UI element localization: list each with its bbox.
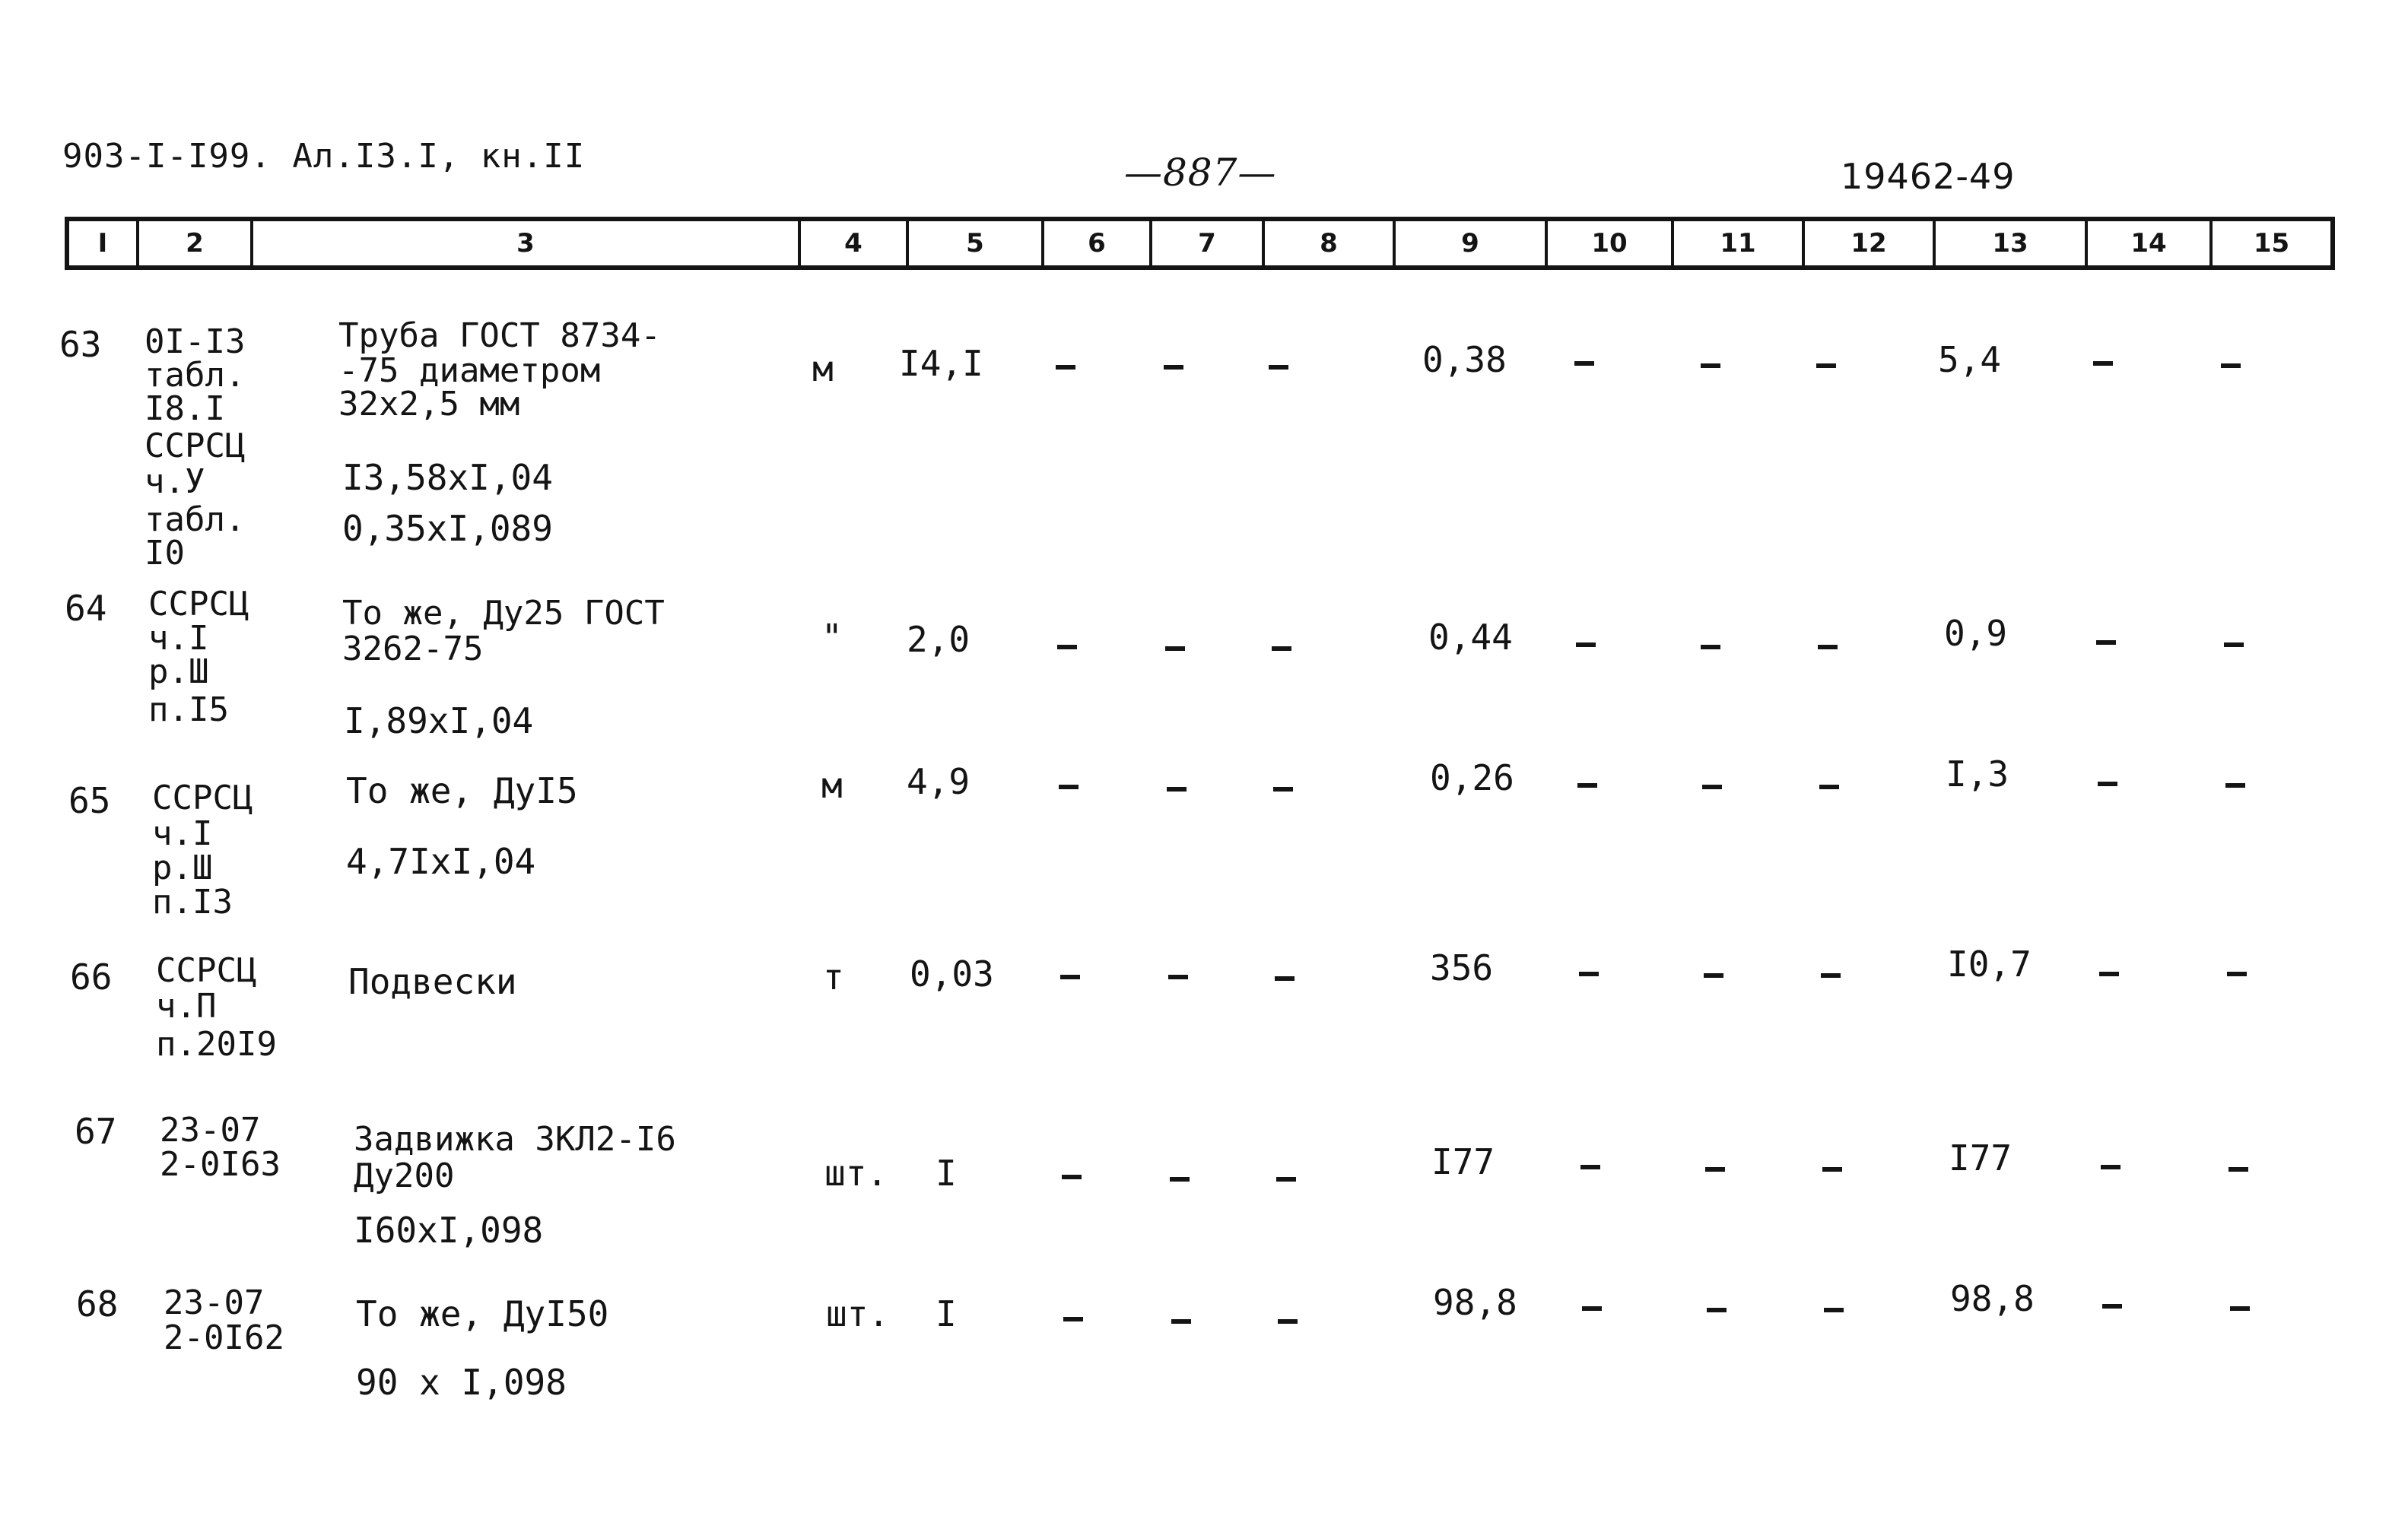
basis-line: п.20I9 xyxy=(156,1025,277,1064)
basis-line: р.Ш xyxy=(152,849,213,887)
empty-cell-dash xyxy=(2099,972,2119,976)
empty-cell-dash xyxy=(2221,363,2241,368)
basis-line: 0I-I3 xyxy=(145,322,246,361)
col-num-9: 9 xyxy=(1396,221,1548,265)
basis-line: ч.У xyxy=(145,462,205,501)
unit: т xyxy=(823,957,844,998)
total-cost: 5,4 xyxy=(1938,339,2002,380)
calc-line: I60хI,098 xyxy=(354,1210,544,1251)
basis-line: ССРСЦ xyxy=(156,951,257,990)
unit: м xyxy=(821,765,843,806)
empty-cell-dash xyxy=(1165,646,1185,651)
item-name-line: То же, ДуI50 xyxy=(356,1293,609,1334)
col-num-11: 11 xyxy=(1674,221,1805,265)
empty-cell-dash xyxy=(1167,787,1187,792)
item-name-line: 3262-75 xyxy=(342,630,484,668)
empty-cell-dash xyxy=(1816,363,1836,368)
empty-cell-dash xyxy=(1168,975,1188,979)
col-num-1: I xyxy=(69,221,139,265)
empty-cell-dash xyxy=(1705,1167,1725,1172)
item-name-line: То же, ДуI5 xyxy=(346,770,578,811)
empty-cell-dash xyxy=(1059,785,1079,789)
unit-price: 0,26 xyxy=(1430,757,1514,798)
quantity: 0,03 xyxy=(910,953,994,995)
empty-cell-dash xyxy=(1272,646,1291,651)
total-cost: 98,8 xyxy=(1950,1278,2035,1319)
empty-cell-dash xyxy=(1582,1306,1602,1311)
empty-cell-dash xyxy=(1063,1317,1083,1321)
unit: м xyxy=(812,348,834,389)
quantity: I4,I xyxy=(899,343,983,384)
basis-line: I0 xyxy=(145,534,185,573)
empty-cell-dash xyxy=(1702,785,1722,789)
col-num-15: 15 xyxy=(2253,228,2290,259)
unit-price: I77 xyxy=(1431,1141,1495,1182)
total-cost: I,3 xyxy=(1946,753,2009,795)
calc-line: I3,58хI,04 xyxy=(342,457,553,498)
item-name-line: Труба ГОСТ 8734- xyxy=(338,316,661,355)
empty-cell-dash xyxy=(1701,363,1720,368)
basis-line: 2-0I63 xyxy=(160,1145,281,1184)
item-name-line: То же, Ду25 ГОСТ xyxy=(342,594,665,633)
unit: " xyxy=(821,617,843,658)
unit: шт. xyxy=(824,1153,888,1194)
empty-cell-dash xyxy=(1273,787,1293,792)
empty-cell-dash xyxy=(2102,1304,2122,1309)
empty-cell-dash xyxy=(1269,365,1288,370)
empty-cell-dash xyxy=(2093,361,2113,366)
quantity: I xyxy=(936,1153,957,1194)
column-number-header xyxy=(65,217,2335,270)
col-num-12: 12 xyxy=(1805,221,1936,265)
item-name-line: Подвески xyxy=(348,961,517,1002)
row-number: 67 xyxy=(75,1111,117,1152)
empty-cell-dash xyxy=(1701,645,1720,649)
empty-cell-dash xyxy=(1164,365,1183,370)
page-number: —887— xyxy=(1124,151,1277,195)
item-name-line: -75 диаметром xyxy=(338,351,601,390)
quantity: I xyxy=(936,1293,957,1334)
empty-cell-dash xyxy=(2101,1165,2121,1169)
row-number: 65 xyxy=(68,780,111,821)
total-cost: I0,7 xyxy=(1947,944,2032,985)
col-num-10: 10 xyxy=(1548,221,1674,265)
total-cost: 0,9 xyxy=(1944,613,2008,654)
col-num-3: 3 xyxy=(253,221,801,265)
basis-line: р.Ш xyxy=(148,652,209,691)
empty-cell-dash xyxy=(1060,975,1080,979)
basis-line: ССРСЦ xyxy=(145,427,246,465)
empty-cell-dash xyxy=(1818,645,1838,649)
col-num-5: 5 xyxy=(909,221,1044,265)
basis-line: 23-07 xyxy=(164,1283,265,1322)
empty-cell-dash xyxy=(1819,785,1839,789)
empty-cell-dash xyxy=(2227,972,2247,976)
row-number: 63 xyxy=(59,324,102,365)
empty-cell-dash xyxy=(1574,361,1594,366)
empty-cell-dash xyxy=(2224,642,2244,647)
unit: шт. xyxy=(826,1293,890,1334)
col-num-2: 2 xyxy=(139,221,253,265)
empty-cell-dash xyxy=(1056,365,1075,370)
col-num-7: 7 xyxy=(1152,221,1265,265)
basis-line: ч.I xyxy=(148,619,209,658)
empty-cell-dash xyxy=(1577,783,1597,788)
item-name-line: 32х2,5 мм xyxy=(338,385,520,424)
total-cost: I77 xyxy=(1949,1137,2012,1179)
col-num-6: 6 xyxy=(1044,221,1152,265)
empty-cell-dash xyxy=(2225,783,2245,788)
empty-cell-dash xyxy=(2229,1167,2248,1172)
quantity: 2,0 xyxy=(907,619,971,660)
calc-line: 0,35хI,089 xyxy=(342,508,553,549)
empty-cell-dash xyxy=(2096,640,2116,645)
empty-cell-dash xyxy=(1824,1308,1844,1312)
empty-cell-dash xyxy=(2098,782,2117,786)
basis-line: ССРСЦ xyxy=(148,585,249,623)
empty-cell-dash xyxy=(1062,1175,1082,1179)
empty-cell-dash xyxy=(1822,1167,1842,1172)
unit-price: 98,8 xyxy=(1433,1282,1517,1323)
item-name-line: Ду200 xyxy=(354,1156,455,1195)
empty-cell-dash xyxy=(1707,1308,1727,1312)
empty-cell-dash xyxy=(1704,973,1723,978)
calc-line: 90 х I,098 xyxy=(356,1362,567,1403)
empty-cell-dash xyxy=(1057,645,1077,649)
quantity: 4,9 xyxy=(907,761,971,802)
calc-line: I,89хI,04 xyxy=(344,700,534,741)
unit-price: 0,44 xyxy=(1428,617,1513,658)
empty-cell-dash xyxy=(1170,1177,1190,1182)
col-num-4: 4 xyxy=(801,221,909,265)
col-num-8: 8 xyxy=(1265,221,1396,265)
empty-cell-dash xyxy=(1576,642,1596,647)
basis-line: ч.П xyxy=(156,987,217,1026)
basis-line: табл. xyxy=(145,356,246,395)
sheet-id: 19462-49 xyxy=(1841,156,2016,197)
empty-cell-dash xyxy=(1821,973,1841,978)
col-num-13: 13 xyxy=(1936,221,2088,265)
item-name-line: Задвижка ЗКЛ2-I6 xyxy=(354,1120,676,1159)
basis-line: табл. xyxy=(145,500,246,539)
empty-cell-dash xyxy=(1278,1319,1298,1324)
basis-line: п.I3 xyxy=(152,883,233,922)
row-number: 64 xyxy=(65,588,107,629)
empty-cell-dash xyxy=(1580,1165,1600,1169)
basis-line: 2-0I62 xyxy=(164,1318,284,1357)
calc-line: 4,7IхI,04 xyxy=(346,841,536,882)
empty-cell-dash xyxy=(1579,972,1599,976)
col-num-14: 14 xyxy=(2088,221,2213,265)
basis-line: п.I5 xyxy=(148,690,229,729)
empty-cell-dash xyxy=(1275,976,1295,981)
empty-cell-dash xyxy=(1171,1319,1191,1324)
document-code: 903-I-I99. Ал.I3.I, кн.II xyxy=(62,137,586,176)
unit-price: 0,38 xyxy=(1422,339,1507,380)
basis-line: ССРСЦ xyxy=(152,779,253,817)
basis-line: ч.I xyxy=(152,814,213,853)
row-number: 68 xyxy=(76,1283,119,1325)
basis-line: I8.I xyxy=(145,389,225,428)
unit-price: 356 xyxy=(1430,947,1494,988)
empty-cell-dash xyxy=(2230,1306,2250,1311)
basis-line: 23-07 xyxy=(160,1111,261,1150)
empty-cell-dash xyxy=(1276,1177,1296,1182)
row-number: 66 xyxy=(70,957,113,998)
